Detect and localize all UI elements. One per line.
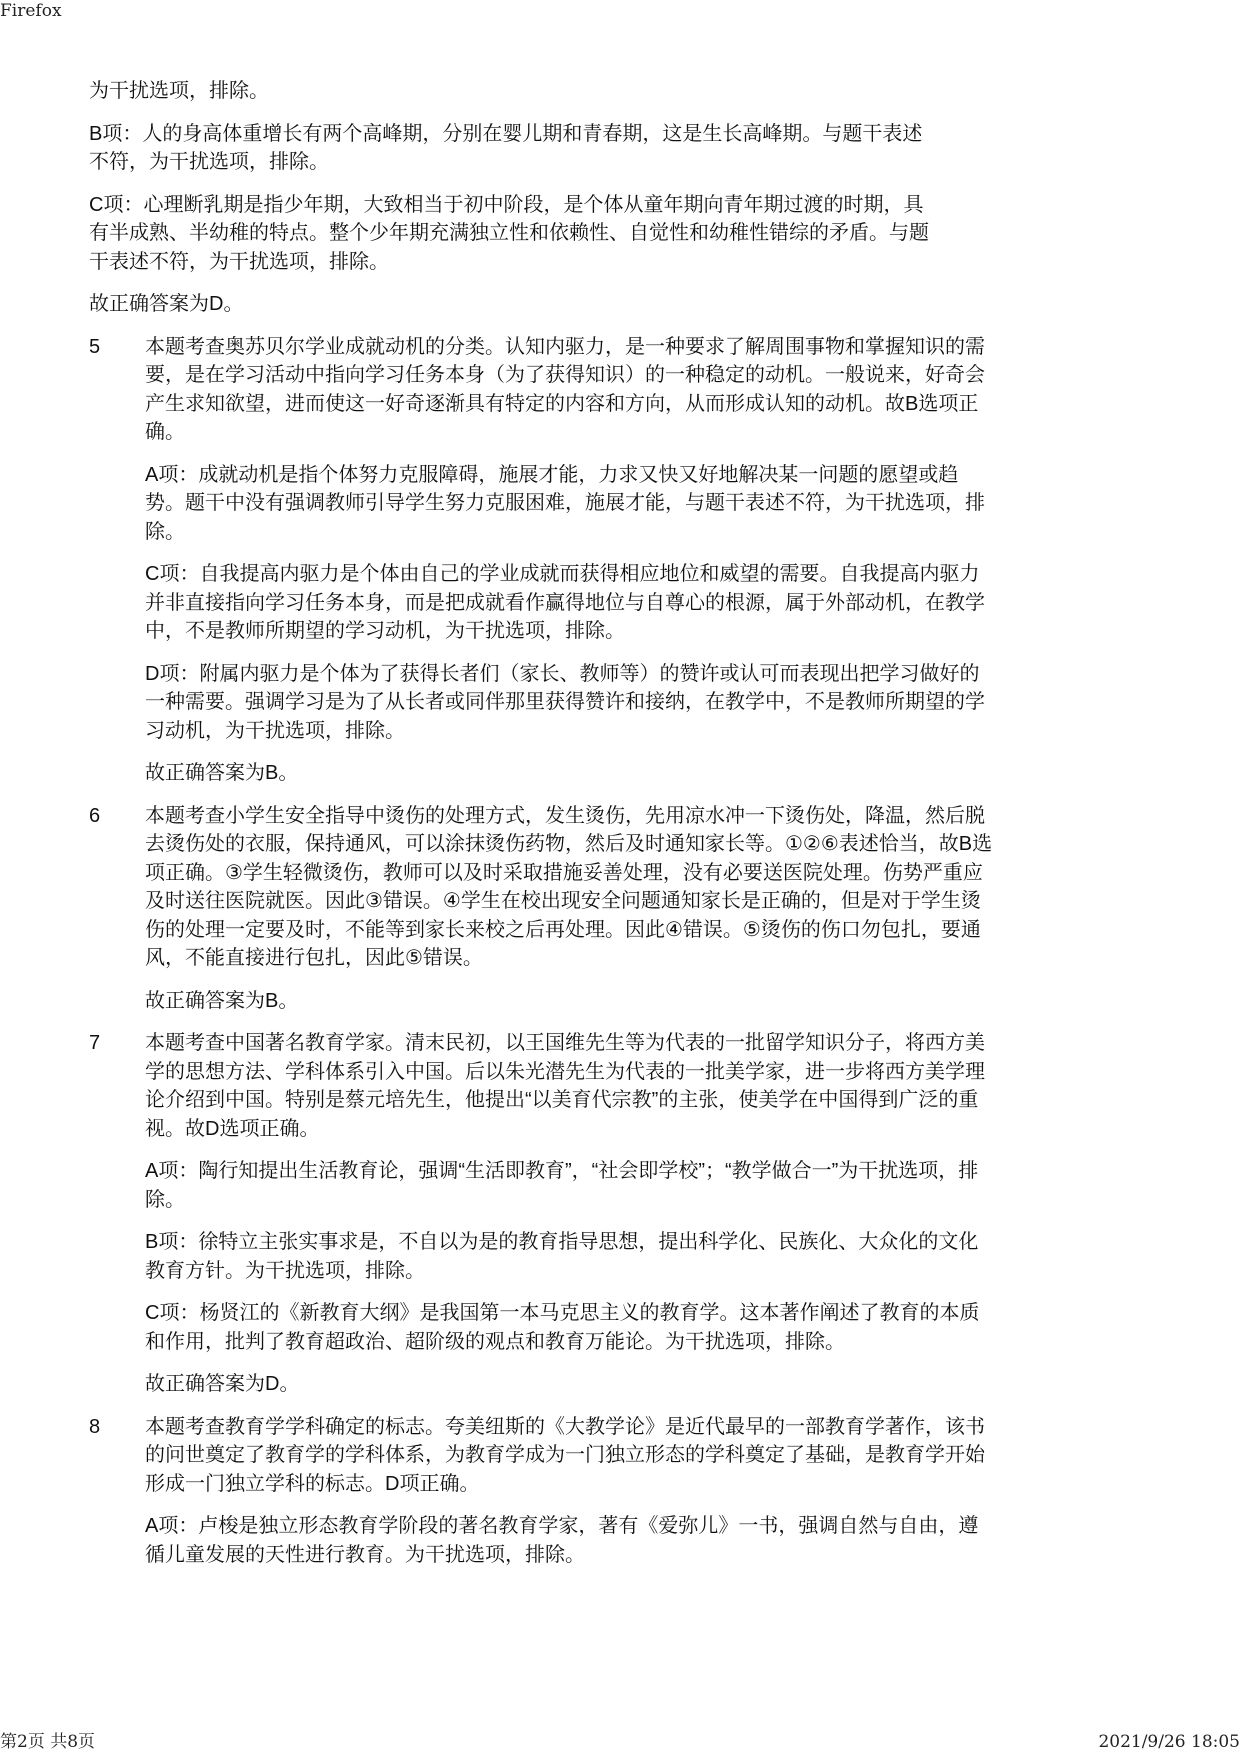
paragraph: A项：成就动机是指个体努力克服障碍，施展才能，力求又快又好地解决某一问题的愿望或趋势。题干中没有强调教师引导学生努力克服困难，施展才能，与题干表述不符，为干扰选项，排除。 xyxy=(145,463,985,543)
question-item-8 xyxy=(89,1413,1049,1584)
answer-line: 故正确答案为D。 xyxy=(89,293,244,315)
answer-line: 故正确答案为B。 xyxy=(145,989,299,1012)
question-item-5 xyxy=(89,333,1049,802)
question-number: 5 xyxy=(89,335,101,358)
answer-line: 故正确答案为B。 xyxy=(145,762,299,784)
paragraph: B项：人的身高体重增长有两个高峰期，分别在婴儿期和青春期，这是生长高峰期。与题干表述不符，为干扰选项，排除。 xyxy=(89,122,923,173)
question-number: 7 xyxy=(89,1032,101,1054)
page-indicator: 第2页 共8页 xyxy=(0,1732,96,1752)
paragraph: 为干扰选项，排除。 xyxy=(89,80,269,102)
answer-explanations xyxy=(89,77,1049,1583)
question-number: 8 xyxy=(89,1415,101,1438)
paragraph: 本题考查中国著名教育学家。清末民初，以王国维先生等为代表的一批留学知识分子，将西方美学的思想方法、学科体系引入中国。后以朱光潜先生为代表的一批美学家，进一步将西方美学理论介绍到中国。特别是蔡元培先生，他提出“以美育代宗教”的主张，使美学在中国得到广泛的重视。故D选项正确。 xyxy=(145,1032,985,1140)
paragraph: A项：陶行知提出生活教育论，强调“生活即教育”，“社会即学校”；“教学做合一”为干扰选项，排除。 xyxy=(145,1160,979,1211)
paragraph: B项：徐特立主张实事求是，不自以为是的教育指导思想，提出科学化、民族化、大众化的文化教育方针。为干扰选项，排除。 xyxy=(145,1231,979,1282)
answer-line: 故正确答案为D。 xyxy=(145,1373,300,1395)
paragraph: 本题考查教育学学科确定的标志。夸美纽斯的《大教学论》是近代最早的一部教育学著作，该书的问世奠定了教育学的学科体系，为教育学成为一门独立形态的学科奠定了基础，是教育学开始形成一门独立学科的标志。D项正确。 xyxy=(145,1415,985,1495)
paragraph: D项：附属内驱力是个体为了获得长者们（家长、教师等）的赞许或认可而表现出把学习做好的一种需要。强调学习是为了从长者或同伴那里获得赞许和接纳，在教学中，不是教师所期望的学习动机，为干扰选项，排除。 xyxy=(145,662,985,742)
question-item-7 xyxy=(89,1029,1049,1413)
paragraph: C项：自我提高内驱力是个体由自己的学业成就而获得相应地位和威望的需要。自我提高内驱力并非直接指向学习任务本身，而是把成就看作赢得地位与自尊心的根源，属于外部动机，在教学中，不是教师所期望的学习动机，为干扰选项，排除。 xyxy=(145,563,985,642)
paragraph: C项：心理断乳期是指少年期，大致相当于初中阶段，是个体从童年期向青年期过渡的时期，具有半成熟、半幼稚的特点。整个少年期充满独立性和依赖性、自觉性和幼稚性错综的矛盾。与题干表述不符，为干扰选项，排除。 xyxy=(89,193,929,273)
question-number: 6 xyxy=(89,804,101,827)
paragraph: 本题考查奥苏贝尔学业成就动机的分类。认知内驱力，是一种要求了解周围事物和掌握知识的需要，是在学习活动中指向学习任务本身（为了获得知识）的一种稳定的动机。一般说来，好奇会产生求知欲望，进而使这一好奇逐渐具有特定的内容和方向，从而形成认知的动机。故B选项正确。 xyxy=(145,335,985,443)
print-datetime: 2021/9/26 18:05 xyxy=(1098,1732,1240,1752)
paragraph: C项：杨贤江的《新教育大纲》是我国第一本马克思主义的教育学。这本著作阐述了教育的本质和作用，批判了教育超政治、超阶级的观点和教育万能论。为干扰选项，排除。 xyxy=(145,1302,980,1353)
lead-paragraphs xyxy=(89,77,1049,319)
question-item-6 xyxy=(89,802,1049,1030)
paragraph: A项：卢梭是独立形态教育学阶段的著名教育学家，著有《爱弥儿》一书，强调自然与自由，遵循儿童发展的天性进行教育。为干扰选项，排除。 xyxy=(145,1515,979,1566)
paragraph: 本题考查小学生安全指导中烫伤的处理方式，发生烫伤，先用凉水冲一下烫伤处，降温，然后脱去烫伤处的衣服，保持通风，可以涂抹烫伤药物，然后及时通知家长等。①②⑥表述恰当，故B选项正确。③学生轻微烫伤，教师可以及时采取措施妥善处理，没有必要送医院处理。伤势严重应及时送往医院就医。因此③错误。④学生在校出现安全问题通知家长是正确的，但是对于学生烫伤的处理一定要及时，不能等到家长来校之后再处理。因此④错误。⑤烫伤的伤口勿包扎，要通风，不能直接进行包扎，因此⑤错误。 xyxy=(145,804,993,969)
browser-header: Firefox xyxy=(0,1,62,21)
